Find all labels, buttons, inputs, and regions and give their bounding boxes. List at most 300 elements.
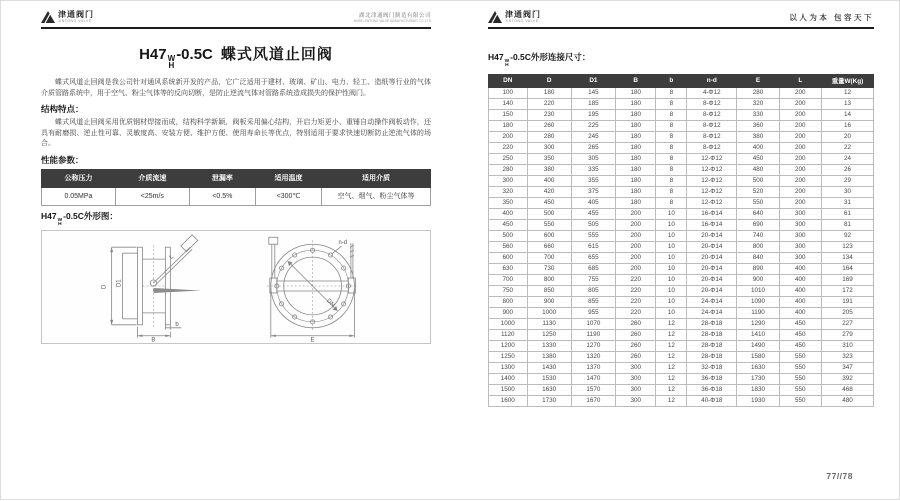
table-cell: 230 <box>527 109 571 120</box>
table-cell: 300 <box>779 219 821 230</box>
column-header: 适用温度 <box>255 169 321 187</box>
table-cell: 450 <box>489 219 528 230</box>
table-cell: 730 <box>527 263 571 274</box>
table-cell: 81 <box>821 219 873 230</box>
table-cell: 22 <box>821 142 873 153</box>
table-cell: 550 <box>779 384 821 395</box>
company-name-en: HUBEI JINTONG VALVE MANUFACTURING CO.,LTD <box>353 19 431 23</box>
table-cell: 123 <box>821 241 873 252</box>
table-cell: 12-Φ12 <box>687 153 737 164</box>
table-cell: 550 <box>779 373 821 384</box>
table-cell: 1190 <box>571 329 615 340</box>
table-cell: 8 <box>656 197 687 208</box>
table-cell: 550 <box>779 351 821 362</box>
table-row <box>489 120 874 131</box>
table-cell: 225 <box>571 120 615 131</box>
table-cell: 330 <box>737 109 779 120</box>
table-cell: 300 <box>616 362 656 373</box>
table-row <box>489 197 874 208</box>
table-cell: 400 <box>527 175 571 186</box>
table-cell: 8 <box>656 142 687 153</box>
table-cell: 28-Φ18 <box>687 351 737 362</box>
table-cell: 92 <box>821 230 873 241</box>
table-cell: 660 <box>527 241 571 252</box>
table-cell: 10 <box>656 274 687 285</box>
table-row <box>489 329 874 340</box>
table-cell: 1070 <box>571 318 615 329</box>
table-row <box>42 187 431 205</box>
table-cell: 12 <box>656 318 687 329</box>
model-wh-stack: W H <box>167 54 176 70</box>
table-cell: 180 <box>616 142 656 153</box>
table-cell: 191 <box>821 296 873 307</box>
table-cell: 180 <box>527 87 571 98</box>
table-cell: 180 <box>616 153 656 164</box>
table-cell: 1250 <box>527 329 571 340</box>
page-number: 77//78 <box>826 471 853 481</box>
right-page-content <box>488 47 874 407</box>
features-heading: 结构特点： <box>41 104 84 114</box>
table-cell: 16-Φ14 <box>687 219 737 230</box>
table-cell: 480 <box>737 164 779 175</box>
column-header: 介质流速 <box>115 169 189 187</box>
drawing-heading: H47 W H -0.5C外形图： <box>41 210 118 227</box>
dim-label-L: L <box>168 254 176 261</box>
table-cell: 300 <box>779 241 821 252</box>
brand-name: 津通阀门 <box>505 10 541 19</box>
table-cell: 200 <box>779 186 821 197</box>
table-cell: 8 <box>656 131 687 142</box>
table-row <box>489 153 874 164</box>
table-row <box>489 87 874 98</box>
table-cell: 1730 <box>737 373 779 384</box>
page-right <box>451 1 900 501</box>
dim-label-b: b <box>175 322 179 329</box>
table-cell: 300 <box>779 208 821 219</box>
table-cell: 24 <box>821 153 873 164</box>
table-cell: 100 <box>489 87 528 98</box>
table-cell: 1410 <box>737 329 779 340</box>
table-cell: 392 <box>821 373 873 384</box>
table-cell: 10 <box>656 219 687 230</box>
table-cell: 220 <box>527 98 571 109</box>
table-cell: 685 <box>571 263 615 274</box>
table-cell: 8-Φ12 <box>687 98 737 109</box>
table-cell: 1090 <box>737 296 779 307</box>
table-cell: 300 <box>779 252 821 263</box>
table-cell: 180 <box>489 120 528 131</box>
table-cell: 200 <box>616 230 656 241</box>
table-cell: 1630 <box>737 362 779 373</box>
table-cell: 300 <box>489 175 528 186</box>
table-cell: 450 <box>779 318 821 329</box>
table-cell: 205 <box>821 307 873 318</box>
table-row <box>489 285 874 296</box>
table-cell: 690 <box>737 219 779 230</box>
table-cell: 12 <box>656 395 687 406</box>
table-cell: 1190 <box>737 307 779 318</box>
table-cell: 245 <box>571 131 615 142</box>
table-row <box>489 351 874 362</box>
model-wh-stack: W H <box>57 217 63 227</box>
table-cell: 4-Φ12 <box>687 87 737 98</box>
table-cell: 10 <box>656 208 687 219</box>
table-row <box>489 98 874 109</box>
table-row <box>489 395 874 406</box>
column-header: L <box>779 74 821 87</box>
table-cell: 1400 <box>489 373 528 384</box>
brand-logo <box>41 11 94 23</box>
table-cell: 300 <box>779 230 821 241</box>
column-header: n-d <box>687 74 737 87</box>
table-cell: 12 <box>656 384 687 395</box>
table-cell: 555 <box>571 230 615 241</box>
table-cell: 323 <box>821 351 873 362</box>
table-cell: 320 <box>489 186 528 197</box>
table-row <box>489 241 874 252</box>
table-cell: 800 <box>489 296 528 307</box>
table-row <box>489 219 874 230</box>
table-cell: 380 <box>527 164 571 175</box>
table-cell: 360 <box>737 120 779 131</box>
table-cell: 8 <box>656 186 687 197</box>
table-cell: 20-Φ14 <box>687 274 737 285</box>
table-cell: 134 <box>821 252 873 263</box>
table-row <box>489 384 874 395</box>
brand-subtitle: JINTONG VALVE <box>505 19 539 23</box>
table-cell: 375 <box>571 186 615 197</box>
table-cell: 12 <box>656 362 687 373</box>
table-cell: 1630 <box>527 384 571 395</box>
table-cell: 20-Φ14 <box>687 230 737 241</box>
table-cell: 10 <box>656 296 687 307</box>
table-row <box>489 131 874 142</box>
table-cell: 180 <box>616 164 656 175</box>
table-cell: 14 <box>821 109 873 120</box>
table-cell: 12 <box>656 329 687 340</box>
page-title <box>41 43 431 69</box>
table-cell: 279 <box>821 329 873 340</box>
left-page-content <box>41 41 431 344</box>
table-cell: 20-Φ14 <box>687 263 737 274</box>
table-cell: 200 <box>779 164 821 175</box>
table-cell: 600 <box>527 230 571 241</box>
table-cell: 8-Φ12 <box>687 142 737 153</box>
table-row <box>489 142 874 153</box>
table-row <box>489 164 874 175</box>
table-row <box>489 208 874 219</box>
table-cell: 400 <box>779 296 821 307</box>
table-cell: 200 <box>616 263 656 274</box>
table-cell: 1200 <box>489 340 528 351</box>
table-cell: 630 <box>489 263 528 274</box>
table-cell: 180 <box>616 131 656 142</box>
table-cell: 61 <box>821 208 873 219</box>
product-name: 蝶式风道止回阀 <box>220 46 333 63</box>
company-name-block <box>354 13 431 23</box>
table-cell: 220 <box>489 142 528 153</box>
table-cell: 200 <box>779 87 821 98</box>
table-cell: 550 <box>779 395 821 406</box>
table-cell: 28-Φ18 <box>687 340 737 351</box>
table-cell: 180 <box>616 120 656 131</box>
page-header-left <box>41 11 431 29</box>
table-cell: 140 <box>489 98 528 109</box>
table-cell: 29 <box>821 175 873 186</box>
table-cell: 1250 <box>489 351 528 362</box>
table-cell: 1000 <box>489 318 528 329</box>
features-paragraph: 蝶式风道止回阀采用优质钢材焊接而成，结构科学新颖，阀板采用偏心结构，开启力矩更小、重锤自动操作阀板动作，还具有耐磨损、逆止性可靠、灵敏度高、安装方便、维护方便、使用寿命长等优点，特别适用于要求快速切断防止逆流气体的场合。 <box>41 119 431 147</box>
table-row <box>489 175 874 186</box>
table-cell: 195 <box>571 109 615 120</box>
table-cell: 10 <box>656 230 687 241</box>
table-cell: 180 <box>616 98 656 109</box>
table-cell: 200 <box>779 175 821 186</box>
page-header-right <box>488 11 874 29</box>
table-cell: 200 <box>616 208 656 219</box>
page-left <box>1 1 451 501</box>
outline-drawing-box <box>41 230 431 344</box>
table-cell: 8 <box>656 109 687 120</box>
table-cell: <0.5% <box>189 187 255 205</box>
table-cell: 480 <box>821 395 873 406</box>
table-cell: 145 <box>571 87 615 98</box>
table-cell: 840 <box>737 252 779 263</box>
table-cell: 220 <box>616 307 656 318</box>
params-heading: 性能参数： <box>41 154 84 165</box>
table-cell: 200 <box>779 98 821 109</box>
table-cell: 8-Φ12 <box>687 109 737 120</box>
table-cell: 227 <box>821 318 873 329</box>
table-cell: 450 <box>527 197 571 208</box>
table-cell: 8 <box>656 98 687 109</box>
dimensions-table-header-row <box>489 74 874 87</box>
table-cell: 1530 <box>527 373 571 384</box>
table-cell: 400 <box>779 274 821 285</box>
model-suffix: -0.5C <box>176 46 213 63</box>
column-header: 泄漏率 <box>189 169 255 187</box>
column-header: b <box>656 74 687 87</box>
table-cell: 220 <box>616 274 656 285</box>
table-cell: 200 <box>616 252 656 263</box>
table-row <box>489 307 874 318</box>
table-cell: 空气、烟气、粉尘气体等 <box>322 187 431 205</box>
table-cell: 185 <box>571 98 615 109</box>
dim-label-E: E <box>310 338 315 344</box>
table-cell: 8 <box>656 120 687 131</box>
table-cell: 200 <box>779 109 821 120</box>
brand-name: 津通阀门 <box>58 10 94 19</box>
table-cell: 900 <box>489 307 528 318</box>
table-cell: 280 <box>527 131 571 142</box>
table-cell: 755 <box>571 274 615 285</box>
performance-table-header-row <box>42 169 431 187</box>
intro-paragraph: 蝶式风道止回阀是我公司针对通风系统新开发的产品，它广泛适用于建材、玻璃、矿山、电力、轻工、造纸等行业的气体介质管路系统中，用于空气、粉尘气体等的反向切断，是防止逆流气体对管路系统造成损失的保护性阀门。 <box>41 79 431 97</box>
table-cell: 260 <box>616 340 656 351</box>
table-cell: 300 <box>616 373 656 384</box>
table-cell: 700 <box>489 274 528 285</box>
table-row <box>489 109 874 120</box>
company-name: 湖北津通阀门制造有限公司 <box>358 13 431 19</box>
table-cell: 500 <box>527 208 571 219</box>
table-cell: 8 <box>656 87 687 98</box>
table-cell: 24-Φ14 <box>687 296 737 307</box>
table-cell: 1300 <box>489 362 528 373</box>
mountain-logo-icon <box>41 11 55 23</box>
table-row <box>489 274 874 285</box>
table-cell: 36-Φ18 <box>687 373 737 384</box>
table-cell: 400 <box>779 263 821 274</box>
table-cell: 1290 <box>737 318 779 329</box>
table-cell: 600 <box>489 252 528 263</box>
table-cell: 40-Φ18 <box>687 395 737 406</box>
table-cell: 260 <box>527 120 571 131</box>
column-header: B <box>616 74 656 87</box>
table-cell: 28-Φ18 <box>687 318 737 329</box>
table-cell: 310 <box>821 340 873 351</box>
table-cell: 1120 <box>489 329 528 340</box>
dimensions-table <box>488 74 874 407</box>
table-cell: 200 <box>779 153 821 164</box>
table-cell: 30 <box>821 186 873 197</box>
table-cell: 1430 <box>527 362 571 373</box>
table-cell: 1130 <box>527 318 571 329</box>
table-cell: 12 <box>656 373 687 384</box>
table-cell: 1470 <box>571 373 615 384</box>
table-cell: 0.05MPa <box>42 187 116 205</box>
table-cell: <300℃ <box>255 187 321 205</box>
table-cell: 180 <box>616 109 656 120</box>
table-cell: 10 <box>656 241 687 252</box>
table-cell: 200 <box>616 219 656 230</box>
table-cell: 12 <box>656 340 687 351</box>
table-cell: 20-Φ14 <box>687 241 737 252</box>
table-cell: 850 <box>527 285 571 296</box>
table-cell: 164 <box>821 263 873 274</box>
table-cell: 10 <box>656 263 687 274</box>
table-cell: 12-Φ12 <box>687 197 737 208</box>
table-cell: 24-Φ14 <box>687 307 737 318</box>
column-header: 重量W(Kg) <box>821 74 873 87</box>
table-cell: 8 <box>656 164 687 175</box>
table-cell: 220 <box>616 285 656 296</box>
table-cell: 560 <box>489 241 528 252</box>
table-cell: 260 <box>616 351 656 362</box>
dim-label-D: D <box>101 284 108 290</box>
table-cell: 16-Φ14 <box>687 208 737 219</box>
table-cell: 550 <box>527 219 571 230</box>
table-cell: 280 <box>737 87 779 98</box>
table-row <box>489 340 874 351</box>
table-cell: 1000 <box>527 307 571 318</box>
table-cell: 1370 <box>571 362 615 373</box>
table-row <box>489 230 874 241</box>
table-cell: 10 <box>656 252 687 263</box>
table-cell: 150 <box>489 109 528 120</box>
brand-name-block <box>505 11 541 23</box>
table-cell: 800 <box>737 241 779 252</box>
table-cell: 350 <box>527 153 571 164</box>
table-cell: 450 <box>779 340 821 351</box>
table-cell: 200 <box>489 131 528 142</box>
table-cell: 13 <box>821 98 873 109</box>
table-cell: 380 <box>737 131 779 142</box>
table-cell: 305 <box>571 153 615 164</box>
table-cell: 520 <box>737 186 779 197</box>
table-cell: 26 <box>821 164 873 175</box>
column-header: D1 <box>571 74 615 87</box>
table-cell: 855 <box>571 296 615 307</box>
table-cell: 355 <box>571 175 615 186</box>
table-cell: 300 <box>527 142 571 153</box>
table-cell: 740 <box>737 230 779 241</box>
table-cell: 405 <box>571 197 615 208</box>
table-cell: 8-Φ12 <box>687 120 737 131</box>
table-cell: 1320 <box>571 351 615 362</box>
table-cell: 1490 <box>737 340 779 351</box>
table-cell: 300 <box>616 395 656 406</box>
table-cell: 250 <box>489 153 528 164</box>
dim-label-B: B <box>151 338 156 344</box>
table-cell: 12-Φ12 <box>687 186 737 197</box>
table-cell: 200 <box>779 142 821 153</box>
table-cell: 169 <box>821 274 873 285</box>
table-cell: 1500 <box>489 384 528 395</box>
dim-label-D1: D1 <box>116 279 123 288</box>
table-row <box>489 252 874 263</box>
table-cell: 550 <box>737 197 779 208</box>
table-cell: 900 <box>737 274 779 285</box>
table-cell: 8-Φ12 <box>687 131 737 142</box>
dim-label-DN: DN <box>325 298 336 309</box>
table-cell: 655 <box>571 252 615 263</box>
table-row <box>489 362 874 373</box>
table-cell: 260 <box>616 329 656 340</box>
table-cell: 400 <box>779 285 821 296</box>
table-cell: 500 <box>737 175 779 186</box>
company-slogan: 以人为本 包容天下 <box>789 13 874 22</box>
column-header: 适用介质 <box>322 169 431 187</box>
table-cell: 180 <box>616 87 656 98</box>
model-prefix: H47 <box>139 46 167 63</box>
table-cell: 260 <box>616 318 656 329</box>
table-cell: 28-Φ18 <box>687 329 737 340</box>
table-cell: 640 <box>737 208 779 219</box>
table-cell: 505 <box>571 219 615 230</box>
table-cell: 1930 <box>737 395 779 406</box>
table-row <box>489 373 874 384</box>
table-cell: 1600 <box>489 395 528 406</box>
table-cell: 200 <box>779 197 821 208</box>
table-cell: 12-Φ12 <box>687 175 737 186</box>
table-cell: 12 <box>656 351 687 362</box>
table-cell: 335 <box>571 164 615 175</box>
table-cell: 1330 <box>527 340 571 351</box>
table-cell: 10 <box>656 285 687 296</box>
table-cell: 800 <box>527 274 571 285</box>
table-cell: 700 <box>527 252 571 263</box>
model-wh-stack: W H <box>504 59 510 69</box>
table-cell: 31 <box>821 197 873 208</box>
table-cell: 20 <box>821 131 873 142</box>
table-cell: 1730 <box>527 395 571 406</box>
table-cell: 450 <box>779 329 821 340</box>
table-cell: 12-Φ12 <box>687 164 737 175</box>
table-cell: 1670 <box>571 395 615 406</box>
table-row <box>489 263 874 274</box>
table-cell: 220 <box>616 296 656 307</box>
table-cell: 450 <box>737 153 779 164</box>
